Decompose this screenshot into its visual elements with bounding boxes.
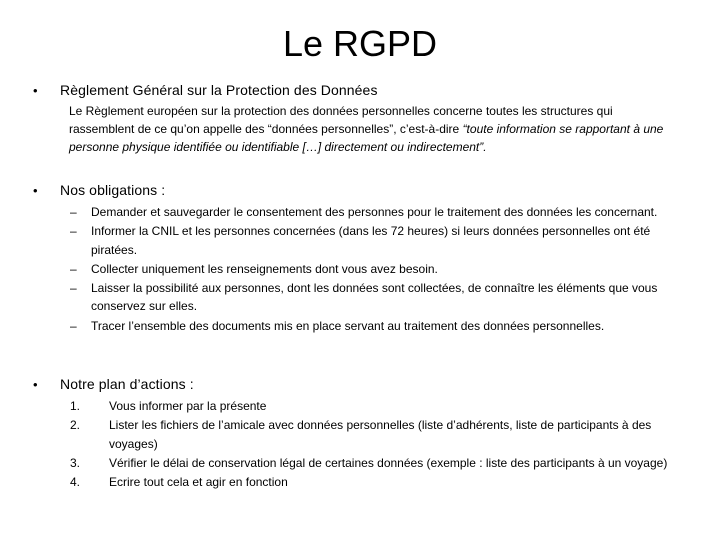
obligation-text: Tracer l’ensemble des documents mis en place servant au traitement des données personnelles. [91,318,605,333]
obligation-text: Demander et sauvegarder le consentement des personnes pour le traitement des données les concernant. [91,205,658,219]
page-title: Le RGPD [282,23,438,64]
list-item [70,473,670,491]
action-text: Vous informer par la présente [109,399,267,413]
item-number: 2. [70,418,81,433]
action-text: Vérifier le délai de conservation légal de certaines données (exemple : liste des participants à un voyage) [109,455,668,470]
obligation-text: Informer la CNIL et les personnes concernées (dans les 72 heures) si leurs données personnelles ont été piratées. [91,224,651,257]
item-number: 1. [70,399,81,413]
action-plan-list [70,397,670,492]
section-1-text: Le Règlement européen sur la protection des données personnelles concerne toutes les structures qui rassemblent de ce qu’on appelle des “données personnelles”, c’est-à-dire [69,104,613,136]
dash-marker: – [70,205,77,219]
item-number: 3. [70,455,81,470]
dash-marker: – [70,224,77,239]
bullet-section-2: • [33,183,38,198]
section-1-heading: Règlement Général sur la Protection des Données [60,82,378,98]
bullet-section-1: • [33,83,38,98]
dash-marker: – [70,261,77,276]
list-item [70,416,670,453]
section-1-quote: “toute information se rapportant à une personne physique identifiée ou identifiable […] directement ou indirectement”. [69,122,664,154]
list-item [70,397,670,415]
list-item [70,279,670,316]
list-item [70,222,670,259]
section-2-heading: Nos obligations : [60,182,166,198]
item-number: 4. [70,475,81,490]
obligation-text: Collecter uniquement les renseignements dont vous avez besoin. [91,261,438,276]
action-text: Ecrire tout cela et agir en fonction [109,475,288,490]
section-3-heading: Notre plan d’actions : [60,376,194,392]
list-item [70,203,670,221]
dash-marker: – [70,318,77,333]
action-text: Lister les fichiers de l’amicale avec données personnelles (liste d’adhérents, liste de participants à des voyages) [109,418,652,451]
dash-marker: – [70,281,77,296]
obligations-list [70,203,670,336]
obligation-text: Laisser la possibilité aux personnes, dont les données sont collectées, de connaître les éléments que vous conservez sur elles. [91,281,658,314]
bullet-section-3: • [33,377,38,392]
section-1-paragraph [69,102,669,156]
list-item [70,454,670,472]
list-item [70,317,670,335]
list-item [70,260,670,278]
